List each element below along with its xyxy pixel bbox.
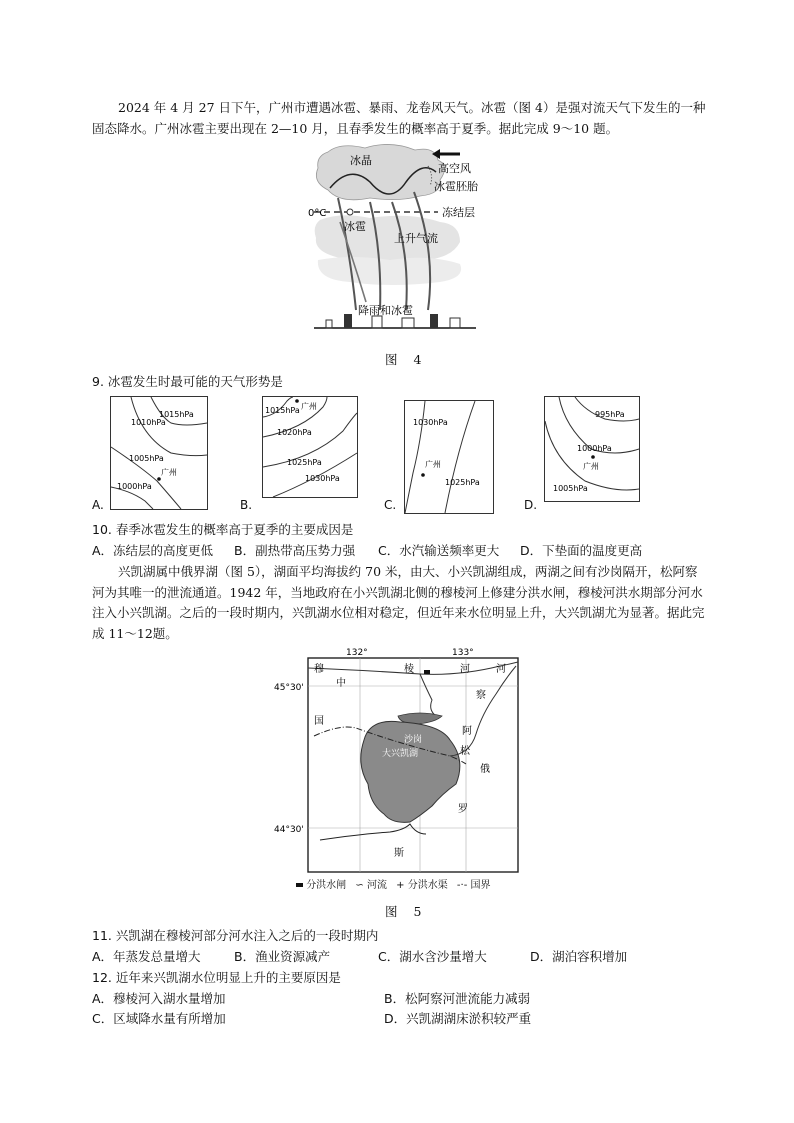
city-dot-c [421, 473, 425, 477]
building-6 [450, 318, 460, 328]
place-label-zhong: 中 [336, 678, 346, 689]
intro-paragraph-1-text: 2024 年 4 月 27 日下午，广州市遭遇冰雹、暴雨、龙卷风天气。冰雹（图 4）是强对流天气下发生的一种固态降水。广州冰雹主要出现在 2—10 月，且春季发生的概率高于夏季。据此完成 9～10 题。 [92, 100, 706, 136]
q9-option-b-svg [263, 397, 357, 497]
label-zero-c: 0°C [308, 208, 327, 219]
building-4 [402, 318, 414, 328]
city-label-d: 广州 [583, 462, 599, 471]
intro-paragraph-2 [92, 562, 710, 644]
isobar-d-label-3: 1005hPa [553, 484, 588, 493]
place-label-song: 松 [460, 746, 470, 757]
hail-stone-marker [347, 209, 353, 215]
figure-4-caption: 图 4 [385, 352, 428, 367]
q11-option-c[interactable]: C．湖水含沙量增大 [378, 949, 487, 964]
label-hail: 冰雹 [344, 220, 366, 233]
lat-label-4430: 44°30' [274, 825, 304, 835]
legend-floodgate-label: 分洪水闸 [306, 880, 347, 891]
label-ice-crystal: 冰晶 [350, 154, 372, 167]
q12-option-b[interactable]: B．松阿察河泄流能力减弱 [384, 991, 531, 1006]
q9-option-d-map [544, 396, 640, 502]
q11-option-b[interactable]: B．渔业资源减产 [234, 949, 331, 964]
place-label-he2: 河 [496, 664, 506, 675]
building-3 [372, 316, 382, 328]
question-11-stem: 11. 兴凯湖在穆棱河部分河水注入之后的一段时期内 [92, 928, 379, 943]
figure-5-caption: 图 5 [385, 904, 428, 919]
legend-river-label: 河流 [366, 880, 387, 891]
floodgate-marker [424, 670, 430, 674]
lon-label-133: 133° [452, 648, 474, 658]
q12-option-c[interactable]: C．区域降水量有所增加 [92, 1011, 226, 1026]
place-label-e: 俄 [480, 764, 490, 775]
q12-option-a[interactable]: A．穆棱河入湖水量增加 [92, 991, 226, 1006]
q9-option-a-svg [111, 397, 207, 509]
figure-4-hail-diagram [310, 142, 480, 332]
city-label-a: 广州 [161, 468, 177, 477]
isobar-b-label-2: 1020hPa [277, 428, 312, 437]
building-2 [344, 314, 352, 328]
question-10-stem: 10. 春季冰雹发生的概率高于夏季的主要成因是 [92, 522, 354, 537]
q9-option-a-letter[interactable]: A. [92, 498, 104, 512]
isobar-a-label-4: 1000hPa [117, 482, 152, 491]
place-label-ling: 棱 [404, 664, 414, 675]
q9-option-c-letter[interactable]: C. [384, 498, 397, 512]
isobar-a-label-2: 1010hPa [131, 418, 166, 427]
isobar-d-3 [545, 421, 639, 490]
legend-channel-label: 分洪水渠 [407, 880, 448, 891]
place-label-a: 阿 [462, 726, 472, 737]
cloud-mid [315, 215, 460, 262]
question-12-stem: 12. 近年来兴凯湖水位明显上升的主要原因是 [92, 970, 341, 985]
q9-option-b-letter[interactable]: B. [240, 498, 253, 512]
isobar-c-label-2: 1025hPa [445, 478, 480, 487]
isobar-b-label-3: 1025hPa [287, 458, 322, 467]
isobar-b-label-1: 1015hPa [265, 406, 300, 415]
city-dot-a [157, 477, 161, 481]
q11-option-d[interactable]: D．湖泊容积增加 [530, 949, 628, 964]
isobar-c-2 [445, 401, 475, 513]
figure-5-legend [296, 876, 536, 890]
q9-option-b-map [262, 396, 358, 498]
isobar-d-label-1: 995hPa [595, 410, 625, 419]
question-9-stem: 9. 冰雹发生时最可能的天气形势是 [92, 374, 283, 389]
cloud-low [318, 257, 461, 285]
place-label-shagang: 沙岗 [404, 735, 423, 745]
place-label-luo: 罗 [458, 804, 468, 815]
place-label-si: 斯 [394, 848, 404, 859]
intro-paragraph-2-text: 兴凯湖属中俄界湖（图 5），湖面平均海拔约 70 米，由大、小兴凯湖组成，两湖之间有沙岗隔开，松阿察河为其唯一的泄流通道。1942 年，当地政府在小兴凯湖北侧的穆棱河上修建分洪水闸，穆棱河洪水期部分河水注入小兴凯湖。之后的一段时期内，兴凯湖水位相对稳定，但近年来水位明显上升，大兴凯湖尤为显著。据此完成 11～12题。 [92, 564, 705, 641]
legend-river-icon: ∽ [355, 880, 364, 891]
city-label-b: 广州 [301, 402, 317, 411]
isobar-c-label-1: 1030hPa [413, 418, 448, 427]
isobar-d-label-2: 1000hPa [577, 444, 612, 453]
q11-option-a[interactable]: A．年蒸发总量增大 [92, 949, 201, 964]
label-rain-hail: 降雨和冰雹 [358, 304, 413, 317]
legend-border-label: 国界 [470, 880, 491, 891]
label-hail-embryo: 冰雹胚胎 [434, 180, 478, 193]
intro-paragraph-1 [92, 98, 710, 139]
q10-option-a[interactable]: A．冻结层的高度更低 [92, 543, 214, 558]
q10-option-d[interactable]: D．下垫面的温度更高 [520, 543, 643, 558]
q9-option-a-map [110, 396, 208, 510]
place-label-mu: 穆 [314, 664, 324, 675]
figure-5-lake-map [274, 644, 520, 892]
city-dot-d [591, 455, 595, 459]
legend-channel-icon: + [396, 880, 405, 891]
label-high-wind: 高空风 [438, 162, 471, 175]
lon-label-132: 132° [346, 648, 368, 658]
q10-option-b[interactable]: B．副热带高压势力强 [234, 543, 356, 558]
label-updraft: 上升气流 [394, 232, 438, 245]
lake-map-svg [274, 644, 520, 892]
place-label-he1: 河 [460, 664, 470, 675]
building-5 [430, 314, 438, 328]
isobar-b-label-4: 1030hPa [305, 474, 340, 483]
q10-option-c[interactable]: C．水汽输送频率更大 [378, 543, 500, 558]
q12-option-d[interactable]: D．兴凯湖湖床淤积较严重 [384, 1011, 532, 1026]
legend-floodgate-icon [296, 883, 303, 887]
label-freezing-layer: 冻结层 [442, 206, 475, 219]
place-label-cha: 察 [476, 690, 486, 701]
place-label-guo: 国 [314, 716, 324, 727]
city-label-c: 广州 [425, 460, 441, 469]
city-dot-b [295, 399, 299, 403]
legend-border-icon: -·- [456, 880, 468, 891]
q9-option-c-svg [405, 401, 493, 513]
q9-option-d-letter[interactable]: D. [524, 498, 538, 512]
isobar-a-label-1: 1015hPa [159, 410, 194, 419]
place-label-lake: 大兴凯湖 [382, 749, 419, 759]
q9-option-c-map [404, 400, 494, 514]
q9-option-d-svg [545, 397, 639, 501]
lat-label-4530: 45°30' [274, 683, 304, 693]
hail-diagram-svg [310, 142, 480, 332]
building-1 [326, 320, 332, 328]
isobar-a-label-3: 1005hPa [129, 454, 164, 463]
